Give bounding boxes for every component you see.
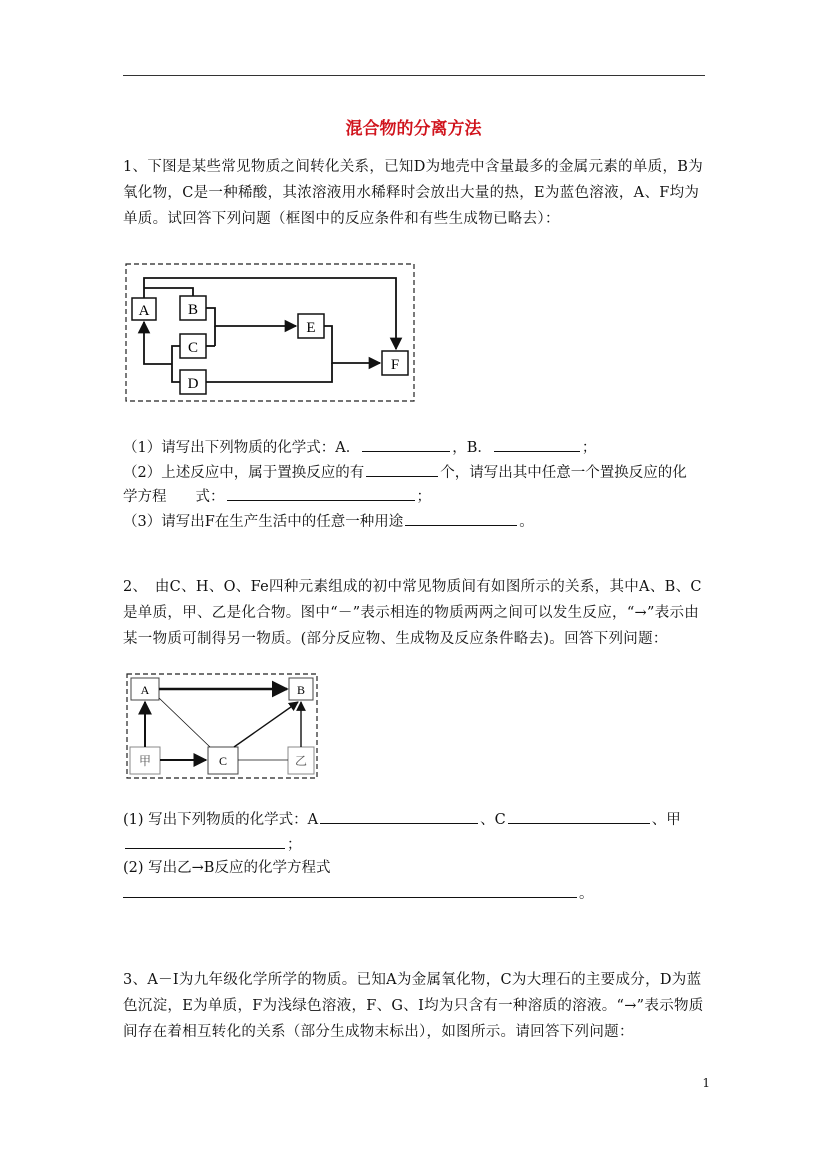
q2-sub1-mid1: 、C [480, 812, 506, 828]
q1-node-e-label: E [306, 320, 316, 336]
q2-sub2 [123, 857, 330, 879]
q2-sub2-end: 。 [579, 886, 594, 902]
q2-node-yi [288, 747, 314, 774]
q2-sub2-line2 [123, 882, 594, 905]
q2-node-yi-label: 乙 [294, 754, 308, 768]
q2-answer-jia[interactable] [125, 833, 285, 849]
q1-stem: 1、下图是某些常见物质之间转化关系，已知D为地壳中含量最多的金属元素的单质，B为氧化物，C是一种稀酸，其浓溶液用水稀释时会放出大量的热，E为蓝色溶液，A、F均为单质。试回答下列问题（框图中的反应条件和有些生成物已略去）： [123, 159, 704, 227]
q2-stem: 2、 由C、H、O、Fe四种元素组成的初中常见物质间有如图所示的关系，其中A、B、C是单质，甲、乙是化合物。图中“－”表示相连的物质两两之间可以发生反应，“→”表示由某一物质可制得另一物质。(部分反应物、生成物及反应条件略去)。回答下列问题： [123, 579, 702, 647]
q1-node-c-label: C [187, 340, 199, 356]
page-number: 1 [702, 1076, 710, 1090]
q2-node-jia [130, 747, 160, 774]
q2-sub1 [123, 808, 681, 831]
q1-answer-use[interactable] [405, 510, 517, 526]
q2-node-c [208, 747, 238, 774]
q1-sub1-text: （1）请写出下列物质的化学式：A． [123, 440, 361, 456]
q1-answer-equation[interactable] [227, 485, 415, 501]
q1-node-b-label: B [187, 302, 199, 318]
q1-sub2 [123, 461, 687, 484]
q1-answer-b[interactable] [494, 436, 580, 452]
q2-sub1-line2 [123, 833, 302, 856]
q1-diagram [120, 258, 422, 408]
q2-diagram [122, 670, 322, 782]
q1-node-d [180, 370, 206, 394]
q1-sub3-text: （3）请写出F在生产生活中的任意一种用途 [123, 514, 404, 530]
q1-node-a [132, 298, 156, 320]
q2-answer-a[interactable] [320, 808, 478, 824]
q1-answer-a[interactable] [362, 436, 450, 452]
q2-answer-equation[interactable] [123, 882, 577, 898]
q1-sub3 [123, 510, 534, 533]
q2-sub2-text: (2) 写出乙→B反应的化学方程式 [123, 860, 331, 876]
q2-sub1-mid2: 、甲 [651, 812, 681, 828]
q1-sub1 [123, 436, 596, 459]
q1-node-f-label: F [390, 357, 400, 373]
q1-sub1-end: ； [581, 440, 597, 456]
q1-node-d-label: D [187, 376, 199, 392]
q2-node-a [131, 678, 159, 700]
q1-sub2-text: （2）上述反应中，属于置换反应的有 [123, 465, 365, 481]
q1-sub2-mid: 个，请写出其中任意一个置换反应的化 [440, 465, 687, 481]
q3-stem: 3、A－I为九年级化学所学的物质。已知A为金属氧化物，C为大理石的主要成分，D为蓝色沉淀，E为单质，F为浅绿色溶液，F、G、I均为只含有一种溶质的溶液。“→”表示物质间存在着相互转化的关系（部分生成物末标出），如图所示。请回答下列问题： [123, 972, 704, 1040]
q1-answer-count[interactable] [366, 461, 438, 477]
header-rule [123, 75, 705, 76]
q1-node-f [382, 351, 408, 375]
q1-sub2-line2-text: 学方程 式： [123, 489, 225, 505]
q2-node-a-label: A [140, 683, 150, 697]
q2-node-c-label: C [218, 754, 228, 768]
q1-sub2-line2 [123, 485, 431, 508]
page-title: 混合物的分离方法 [345, 119, 482, 139]
q2-answer-c[interactable] [508, 808, 650, 824]
q1-dashed-frame [126, 264, 414, 401]
q2-node-b-label: B [296, 683, 306, 697]
q1-sub3-end: 。 [519, 514, 534, 530]
q2-node-jia-label: 甲 [138, 754, 152, 768]
q2-node-b [289, 678, 313, 700]
q1-sub2-end: ； [416, 489, 431, 505]
q1-node-c [180, 334, 206, 358]
q1-node-a-label: A [138, 303, 150, 319]
q1-node-e [298, 314, 324, 338]
q2-sub1-end: ； [287, 837, 302, 853]
q1-node-b [180, 296, 206, 320]
q1-sub1-mid: ，B． [452, 440, 492, 456]
q2-sub1-text: (1) 写出下列物质的化学式：A [123, 812, 319, 828]
